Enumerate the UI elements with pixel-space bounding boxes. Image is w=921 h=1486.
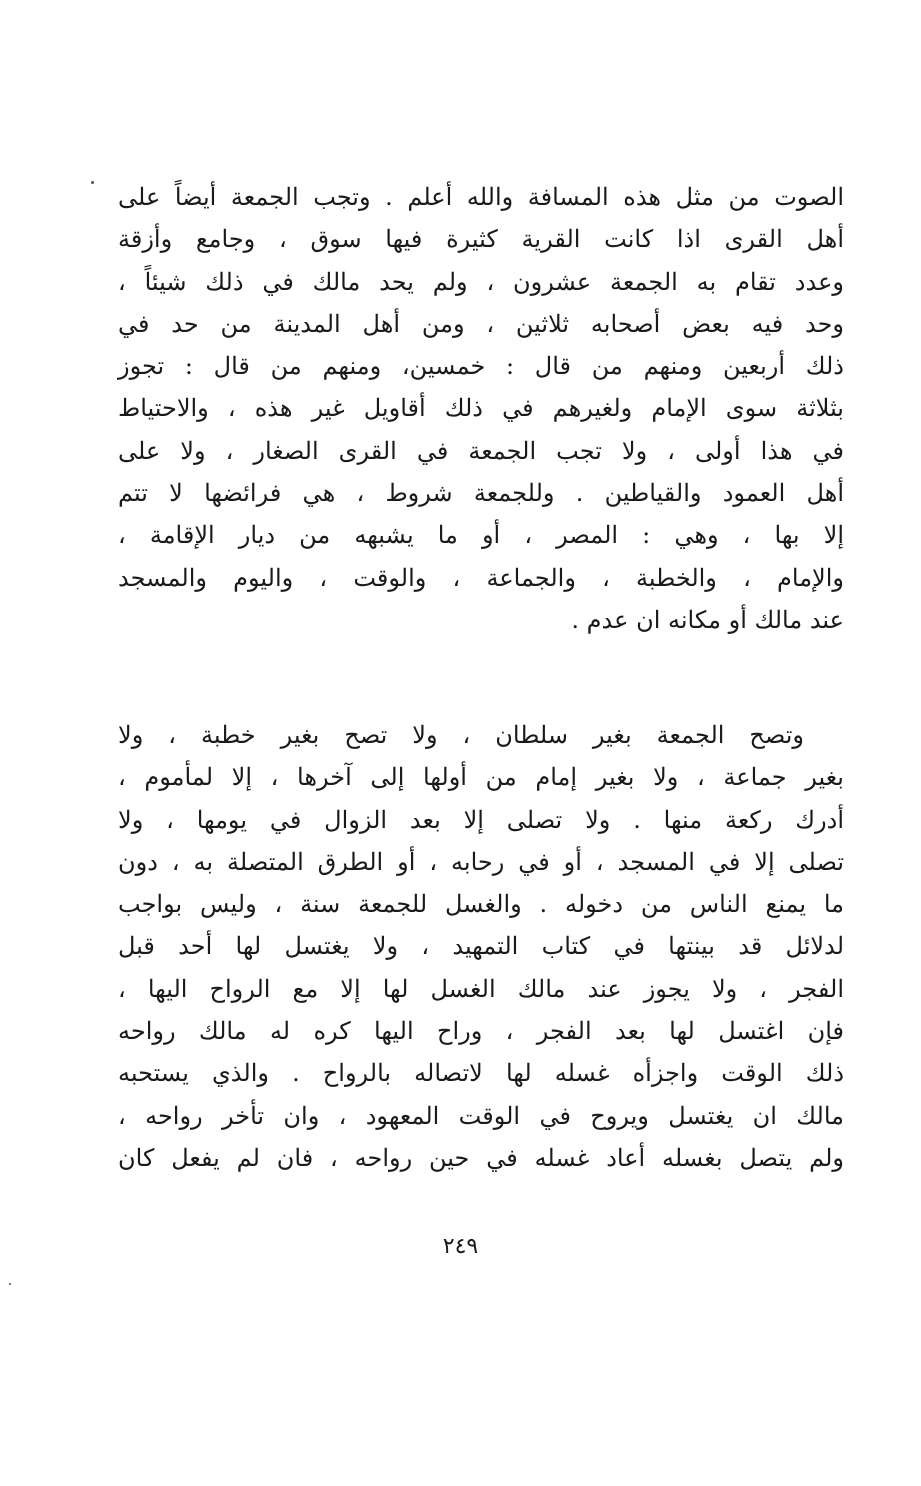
text-line: أدرك ركعة منها . ولا تصلى إلا بعد الزوال في يومها ، ولا [118,805,844,834]
text-line: أهل القرى اذا كانت القرية كثيرة فيها سوق ، وجامع وأزقة [118,225,844,254]
page-number: ٢٤٩ [442,1234,479,1259]
scan-speck [9,1283,11,1285]
text-line: الفجر ، ولا يجوز عند مالك الغسل لها إلا مع الرواح اليها ، [118,974,844,1003]
text-line: الصوت من مثل هذه المسافة والله أعلم . وتجب الجمعة أيضاً على [118,183,844,211]
text-line: إلا بها ، وهي : المصر ، أو ما يشبهه من ديار الإقامة ، [118,521,844,550]
text-line: لدلائل قد بينتها في كتاب التمهيد ، ولا يغتسل لها أحد قبل [118,932,844,961]
text-line: والإمام ، والخطبة ، والجماعة ، والوقت ، واليوم والمسجد [118,563,844,592]
text-line: ذلك الوقت واجزأه غسله لها لاتصاله بالرواح . والذي يستحبه [118,1059,844,1088]
text-line: في هذا أولى ، ولا تجب الجمعة في القرى الصغار ، ولا على [118,436,844,465]
text-line: بثلاثة سوى الإمام ولغيرهم في ذلك أقاويل غير هذه ، والاحتياط [118,394,844,423]
text-line: ما يمنع الناس من دخوله . والغسل للجمعة سنة ، وليس بواجب [118,890,844,919]
text-line: عند مالك أو مكانه ان عدم . [571,605,844,634]
text-line: فإن اغتسل لها بعد الفجر ، وراح اليها كره له مالك رواحه [118,1017,844,1046]
scan-speck [91,181,94,184]
text-line: مالك ان يغتسل ويروح في الوقت المعهود ، وان تأخر رواحه ، [118,1101,844,1130]
text-line: بغير جماعة ، ولا بغير إمام من أولها إلى آخرها ، إلا لمأموم ، [118,763,844,792]
text-line: وحد فيه بعض أصحابه ثلاثين ، ومن أهل المدينة من حد في [118,309,844,338]
paragraph-1 [118,176,844,641]
paragraph-2 [118,714,844,1179]
text-line: ذلك أربعين ومنهم من قال : خمسين، ومنهم من قال : تجوز [118,352,844,381]
text-line: وعدد تقام به الجمعة عشرون ، ولم يحد مالك في ذلك شيئاً ، [118,267,844,296]
text-line: وتصح الجمعة بغير سلطان ، ولا تصح بغير خطبة ، ولا [118,721,804,749]
text-line: أهل العمود والقياطين . وللجمعة شروط ، هي فرائضها لا تتم [118,479,844,508]
text-line: ولم يتصل بغسله أعاد غسله في حين رواحه ، فان لم يفعل كان [118,1143,844,1172]
text-line: تصلى إلا في المسجد ، أو في رحابه ، أو الطرق المتصلة به ، دون [118,847,844,876]
